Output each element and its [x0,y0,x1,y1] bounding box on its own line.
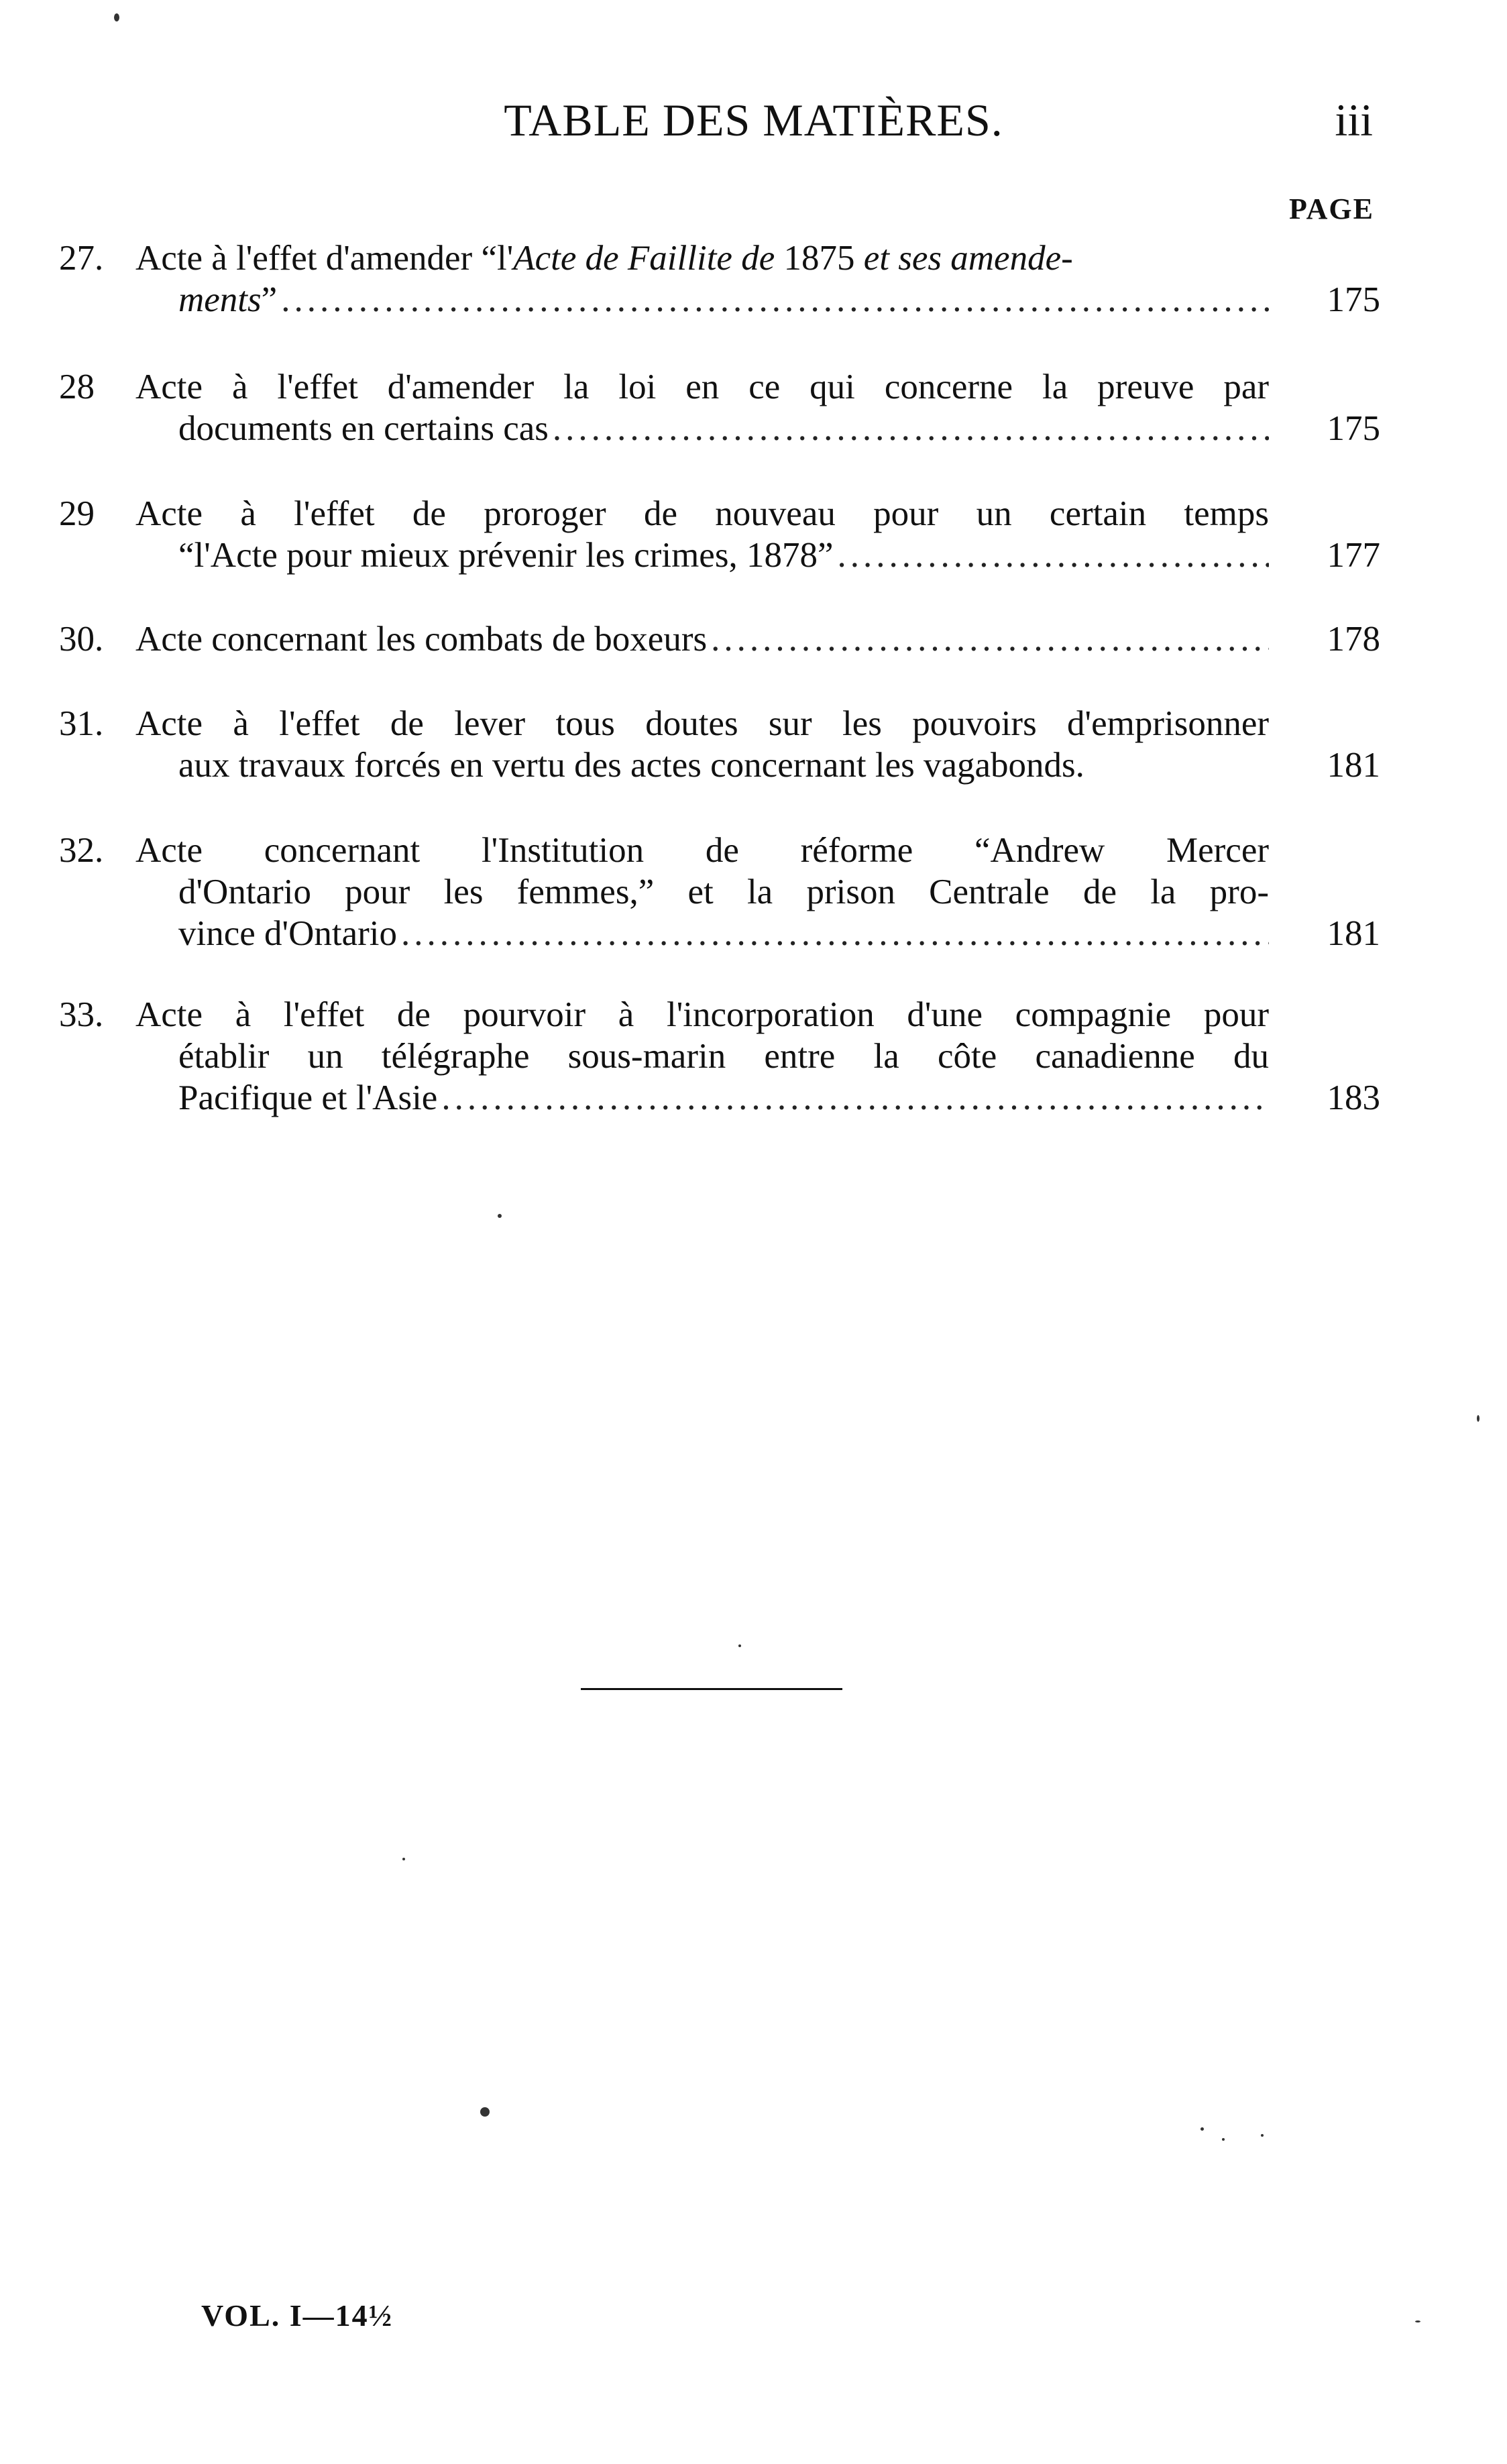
toc-entry-30[interactable] [59,618,1380,665]
scan-speck [402,1858,405,1860]
page-title: TABLE DES MATIÈRES. [504,95,1003,146]
entry-line: Acte à l'effet d'amender la loi en ce qui concerne la preuve par [135,368,1269,406]
scan-speck [1477,1415,1480,1422]
toc-entry-28[interactable] [59,366,1380,453]
entry-line: d'Ontario pour les femmes,” et la prison Centrale de la pro- [178,873,1269,911]
signature-mark: VOL. I—14½ [201,2298,394,2333]
page-column-label: PAGE [1289,192,1374,225]
entry-line: Acte à l'effet de pourvoir à l'incorporation d'une compagnie pour [135,995,1269,1034]
toc-entry-32[interactable] [59,830,1380,957]
header-page-number: iii [1335,95,1373,146]
scan-speck [498,1214,502,1218]
entry-line: Acte à l'effet de proroger de nouveau pour un certain temps [135,494,1269,533]
entry-number: 32. [59,831,104,870]
entry-page: 175 [1327,280,1380,319]
entry-line: vince d'Ontario ..... [135,913,1269,954]
entry-number: 31. [59,704,104,743]
section-divider [581,1688,842,1690]
entry-text [135,994,1269,1119]
dot-leader [837,535,1269,576]
entry-page: 183 [1327,1078,1380,1117]
entry-text [135,703,1269,786]
entry-line: documents en certains cas ..... [135,408,1269,449]
entry-text [135,366,1269,449]
toc-entry-31[interactable] [59,703,1380,790]
dot-leader [553,408,1269,449]
entry-text [135,618,1269,660]
entry-text [135,830,1269,954]
entry-line: “l'Acte pour mieux prévenir les crimes, 1878” ..... [135,535,1269,576]
entry-line: Acte à l'effet de lever tous doutes sur les pouvoirs d'emprisonner [135,704,1269,743]
scan-speck [1222,2138,1225,2141]
entry-number: 33. [59,995,104,1034]
scan-speck [1261,2134,1264,2137]
entry-page: 177 [1327,536,1380,575]
dot-leader [281,279,1269,321]
dot-leader [441,1077,1269,1119]
entry-number: 29 [59,494,95,533]
toc-entry-27[interactable] [59,237,1380,325]
entry-line: Acte à l'effet d'amender “l'Acte de Faillite de 1875 et ses amende- [135,239,1073,278]
entry-page: 178 [1327,620,1380,659]
entry-line: Pacifique et l'Asie ..... [135,1077,1269,1119]
entry-line: Acte concernant l'Institution de réforme “Andrew Mercer [135,831,1269,870]
entry-number: 27. [59,239,104,278]
dot-leader [401,913,1269,954]
entry-page: 181 [1327,746,1380,785]
scan-speck [1415,2320,1420,2322]
entry-page: 181 [1327,914,1380,953]
toc-entry-33[interactable] [59,994,1380,1121]
entry-line: aux travaux forcés en vertu des actes concernant les vagabonds. [178,746,1084,785]
scan-speck [738,1644,741,1647]
dot-leader [711,618,1269,660]
entry-line: Acte concernant les combats de boxeurs ..... [135,618,1269,660]
toc-entry-29[interactable] [59,493,1380,580]
entry-number: 30. [59,620,104,659]
scan-speck [114,13,119,21]
entry-text [135,237,1269,321]
entry-line: ments” ..... [135,279,1269,321]
entry-page: 175 [1327,409,1380,448]
entry-line: établir un télégraphe sous-marin entre la côte canadienne du [178,1037,1269,1076]
entry-number: 28 [59,368,95,406]
scan-speck [1201,2127,1204,2131]
scan-speck [480,2107,490,2117]
entry-text [135,493,1269,576]
